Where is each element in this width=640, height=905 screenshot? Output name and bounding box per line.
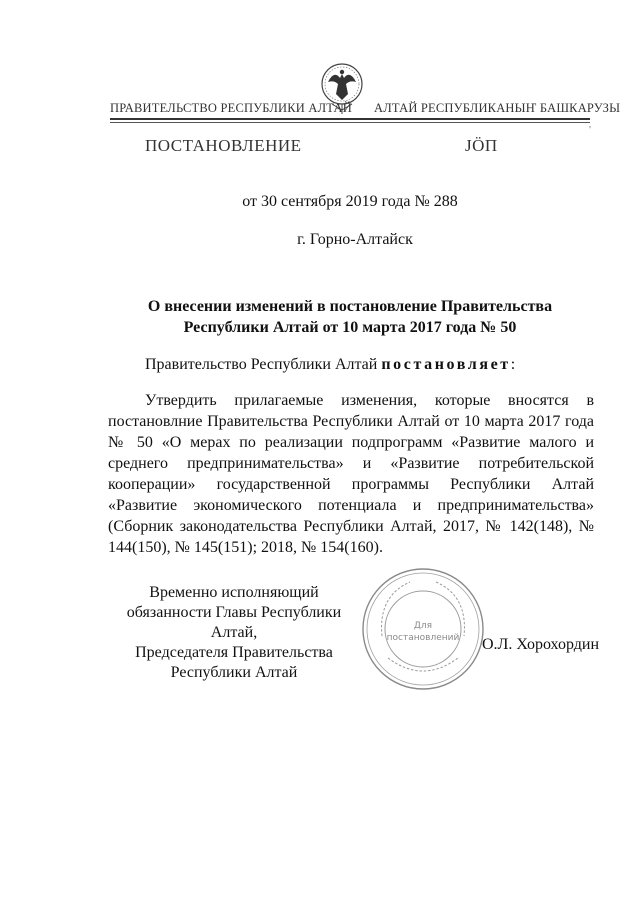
document-title: О внесении изменений в постановление Правительства Республики Алтай от 10 марта 2017 года № 50 xyxy=(147,298,553,336)
document-type-alt: ЈӦП xyxy=(465,136,498,155)
signatory-line-2: обязанности Главы Республики Алтай, xyxy=(126,604,342,641)
signatory-name: О.Л. Хорохордин xyxy=(482,636,599,653)
document-date-number xyxy=(0,193,640,211)
round-seal-stamp xyxy=(360,566,486,692)
document-type-ru: ПОСТАНОВЛЕНИЕ xyxy=(145,136,302,155)
intro-paragraph xyxy=(145,356,515,374)
intro-prefix: Правительство Республики Алтай xyxy=(145,356,382,373)
body-paragraph xyxy=(108,390,594,558)
date-number-text: от 30 сентября 2019 года № 288 xyxy=(242,193,458,210)
body-text: Утвердить прилагаемые изменения, которые вносятся в постановлние Правительства Республики Алтай от 10 марта 2017 года № 50 «О мерах по реализации подпрограмм «Развитие малого и среднего предпринимательства» и «Развитие потребительской кооперации» государственной программы Республики Алтай «Развитие экономического потенциала и предпринимательства» (Сборник законодательства Республики Алтай, 2017, № 142(148), № 144(150), № 145(151); 2018, № 154(160). xyxy=(108,392,594,556)
document-city xyxy=(0,231,640,249)
signatory-title xyxy=(104,583,364,683)
stamp-center-line-2: постановлений xyxy=(386,633,460,643)
government-name-alt: АЛТАЙ РЕСПУБЛИКАНЫҤ БАШКАРУЗЫ xyxy=(374,101,621,115)
header-tick-mark: ' xyxy=(589,124,591,136)
intro-suffix: : xyxy=(510,356,516,373)
signatory-line-3: Председателя Правительства xyxy=(135,644,333,661)
government-name-ru: ПРАВИТЕЛЬСТВО РЕСПУБЛИКИ АЛТАЙ xyxy=(110,101,352,115)
header-rule-thin xyxy=(110,122,590,123)
city-text: г. Горно-Алтайск xyxy=(297,231,413,248)
signatory-line-1: Временно исполняющий xyxy=(149,584,319,601)
stamp-center-line-1: Для xyxy=(413,621,433,631)
header-rule-thick xyxy=(110,118,590,120)
signatory-line-4: Республики Алтай xyxy=(170,664,298,681)
intro-action: постановляет xyxy=(381,356,511,373)
